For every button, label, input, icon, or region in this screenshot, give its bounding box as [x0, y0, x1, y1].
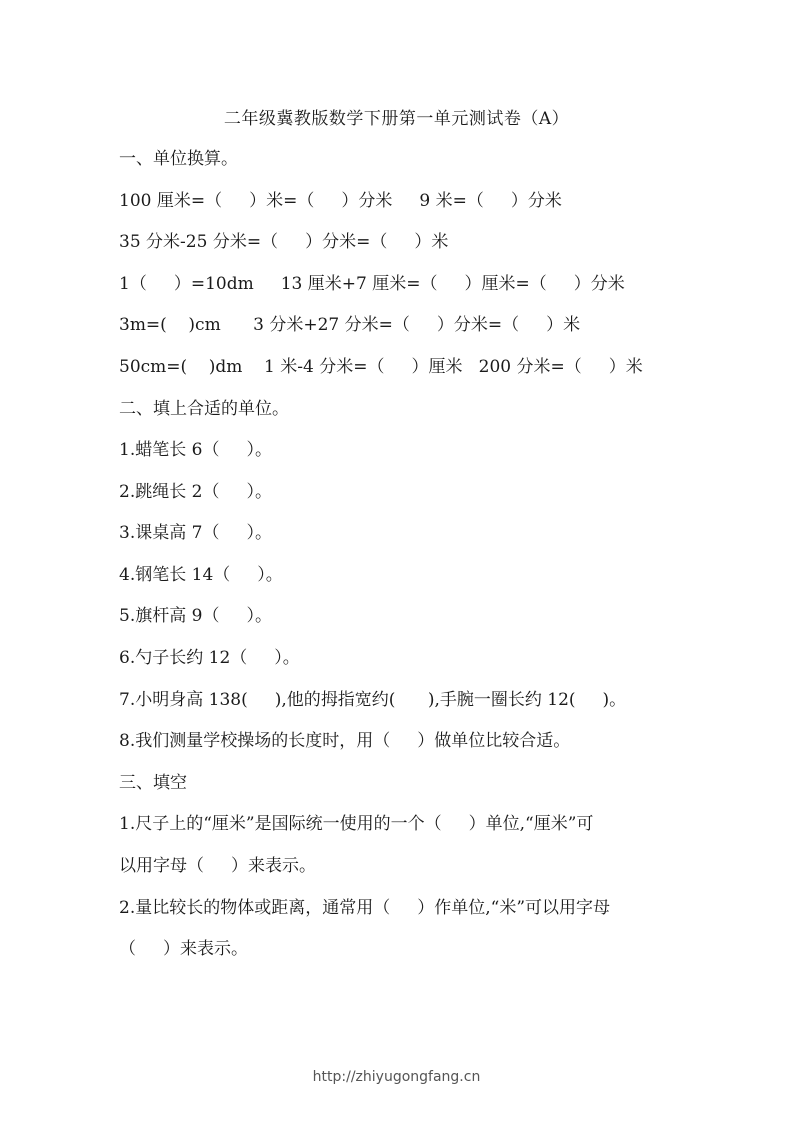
- question-line: 3.课桌高 7（ ）。: [119, 523, 272, 543]
- question-line: 3m=( )cm 3 分米+27 分米=（ ）分米=（ ）米: [119, 315, 581, 335]
- question-line: 5.旗杆高 9（ ）。: [119, 606, 272, 626]
- question-line: 1.尺子上的“厘米”是国际统一使用的一个（ ）单位,“厘米”可: [119, 814, 594, 834]
- question-line: （ ）来表示。: [119, 939, 249, 959]
- page-title: 二年级冀教版数学下册第一单元测试卷（A）: [223, 109, 570, 129]
- footer-url: http://zhiyugongfang.cn: [312, 1069, 481, 1085]
- question-line: 2.跳绳长 2（ ）。: [119, 482, 272, 502]
- section-heading-fill-blanks: 三、填空: [119, 773, 187, 793]
- question-line: 6.勺子长约 12（ ）。: [119, 648, 300, 668]
- question-line: 50cm=( )dm 1 米-4 分米=（ ）厘米 200 分米=（ ）米: [119, 357, 643, 377]
- question-line: 8.我们测量学校操场的长度时，用（ ）做单位比较合适。: [119, 731, 571, 751]
- section-heading-fill-units: 二、填上合适的单位。: [119, 399, 289, 419]
- question-line: 以用字母（ ）来表示。: [119, 856, 317, 876]
- question-line: 35 分米-25 分米=（ ）分米=（ ）米: [119, 232, 449, 252]
- question-line: 4.钢笔长 14（ ）。: [119, 565, 283, 585]
- question-line: 7.小明身高 138( ),他的拇指宽约( ),手腕一圈长约 12( )。: [119, 690, 627, 710]
- question-line: 1.蜡笔长 6（ ）。: [119, 440, 272, 460]
- section-heading-unit-conversion: 一、单位换算。: [119, 149, 238, 169]
- question-line: 100 厘米=（ ）米=（ ）分米 9 米=（ ）分米: [119, 191, 562, 211]
- question-line: 1（ ）=10dm 13 厘米+7 厘米=（ ）厘米=（ ）分米: [119, 274, 625, 294]
- question-line: 2.量比较长的物体或距离，通常用（ ）作单位,“米”可以用字母: [119, 898, 611, 918]
